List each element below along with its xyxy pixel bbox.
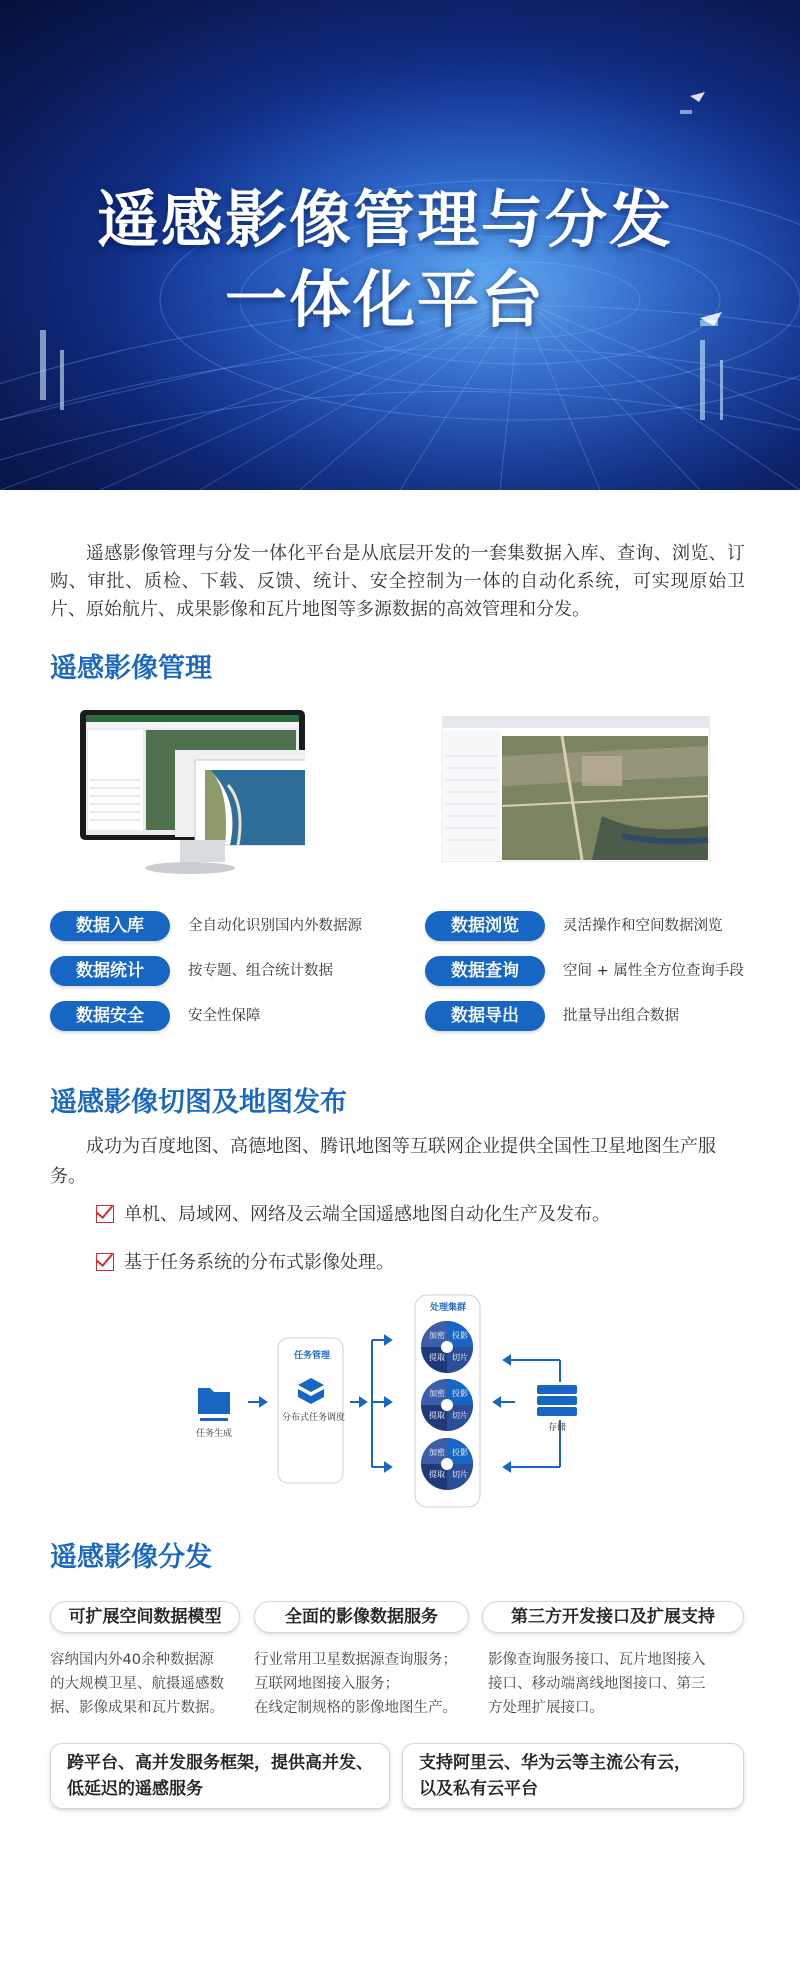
feature-pill-data-ingest: 数据入库 [50,911,170,941]
card-text-line: 方处理扩展接口。 [488,1700,604,1716]
feature-pill-data-security: 数据安全 [50,1001,170,1031]
diagram-label-cluster: 处理集群 [430,1303,467,1313]
quad-label: 投影 [452,1448,468,1457]
card-text-third-party-api [488,1648,748,1720]
feature-box-high-concurrency [50,1743,390,1809]
feature-box-cloud-support [402,1743,744,1809]
feature-box-line: 低延迟的遥感服务 [67,1779,203,1799]
check-item-2 [96,1250,394,1276]
processing-diagram [190,1290,610,1515]
feature-desc-data-export: 批量导出组合数据 [563,1008,679,1024]
quad-label: 提取 [429,1353,445,1362]
card-text-line: 的大规模卫星、航摄遥感数 [50,1676,224,1692]
feature-desc-data-stats: 按专题、组合统计数据 [188,963,333,979]
diagram-label-task-mgmt: 任务管理 [294,1351,331,1361]
tiling-paragraph: 成功为百度地图、高德地图、腾讯地图等互联网企业提供全国性卫星地图生产服务。 [50,1136,716,1187]
hero-title-line1: 遥感影像管理与分发 [96,183,673,256]
quad-label: 投影 [452,1389,468,1398]
quad-label: 加密 [429,1448,445,1457]
feature-pill-data-query: 数据查询 [425,956,545,986]
quad-label: 加密 [429,1331,445,1340]
quad-label: 切片 [452,1353,468,1362]
quad-label: 切片 [452,1470,468,1479]
quad-label: 投影 [452,1331,468,1340]
checkbox-icon [96,1253,114,1271]
hero-banner [0,0,800,490]
card-text-line: 容纳国内外40余种数据源 [50,1652,214,1668]
diagram-label-storage: 存储 [548,1423,567,1433]
card-title-data-model: 可扩展空间数据模型 [50,1601,240,1633]
feature-pill-data-browse: 数据浏览 [425,911,545,941]
feature-desc-data-security: 安全性保障 [188,1008,261,1024]
feature-desc-data-query: 空间 + 属性全方位查询手段 [563,963,744,979]
quad-label: 加密 [429,1389,445,1398]
section-title-distribution: 遥感影像分发 [50,1542,212,1573]
checkbox-icon [96,1205,114,1223]
feature-box-line: 支持阿里云、华为云等主流公有云， [419,1753,691,1773]
intro-paragraph: 遥感影像管理与分发一体化平台是从底层开发的一套集数据入库、查询、浏览、订购、审批、质检、下载、反馈、统计、安全控制为一体的自动化系统，可实现原始卫片、原始航片、成果影像和瓦片地图等多源数据的高效管理和分发。 [50,543,745,620]
feature-desc-data-browse: 灵活操作和空间数据浏览 [563,918,723,934]
card-title-image-service: 全面的影像数据服务 [254,1601,469,1633]
quad-label: 提取 [429,1470,445,1479]
feature-desc-data-ingest: 全自动化识别国内外数据源 [188,918,362,934]
card-text-image-service [254,1648,474,1720]
feature-box-line: 以及私有云平台 [419,1779,538,1799]
diagram-label-dist-sched: 分布式任务调度 [282,1413,346,1423]
check-item-1 [96,1202,610,1228]
card-text-line: 据、影像成果和瓦片数据。 [50,1700,224,1716]
diagram-graphics [190,1290,610,1515]
quad-label: 切片 [452,1411,468,1420]
check-item-1-text: 单机、局域网、网络及云端全国遥感地图自动化生产及发布。 [124,1204,610,1225]
card-text-data-model [50,1648,240,1720]
monitor-screenshot [80,710,305,875]
card-text-line: 接口、移动端离线地图接口、第三 [488,1676,706,1692]
card-text-line: 在线定制规格的影像地图生产。 [254,1700,457,1716]
feature-pill-data-stats: 数据统计 [50,956,170,986]
section-title-management: 遥感影像管理 [50,653,212,684]
section-title-tiling: 遥感影像切图及地图发布 [50,1087,347,1118]
card-text-line: 影像查询服务接口、瓦片地图接入 [488,1652,706,1668]
hero-title-line2: 一体化平台 [224,263,545,336]
feature-box-line: 跨平台、高并发服务框架，提供高并发、 [67,1753,373,1773]
card-title-third-party-api: 第三方开发接口及扩展支持 [482,1601,744,1633]
check-item-2-text: 基于任务系统的分布式影像处理。 [124,1252,394,1273]
quad-label: 提取 [429,1411,445,1420]
card-text-line: 行业常用卫星数据源查询服务； [254,1652,457,1668]
feature-pill-data-export: 数据导出 [425,1001,545,1031]
browser-screenshot [442,716,710,862]
card-text-line: 互联网地图接入服务； [254,1676,399,1692]
diagram-label-task-gen: 任务生成 [196,1429,233,1439]
